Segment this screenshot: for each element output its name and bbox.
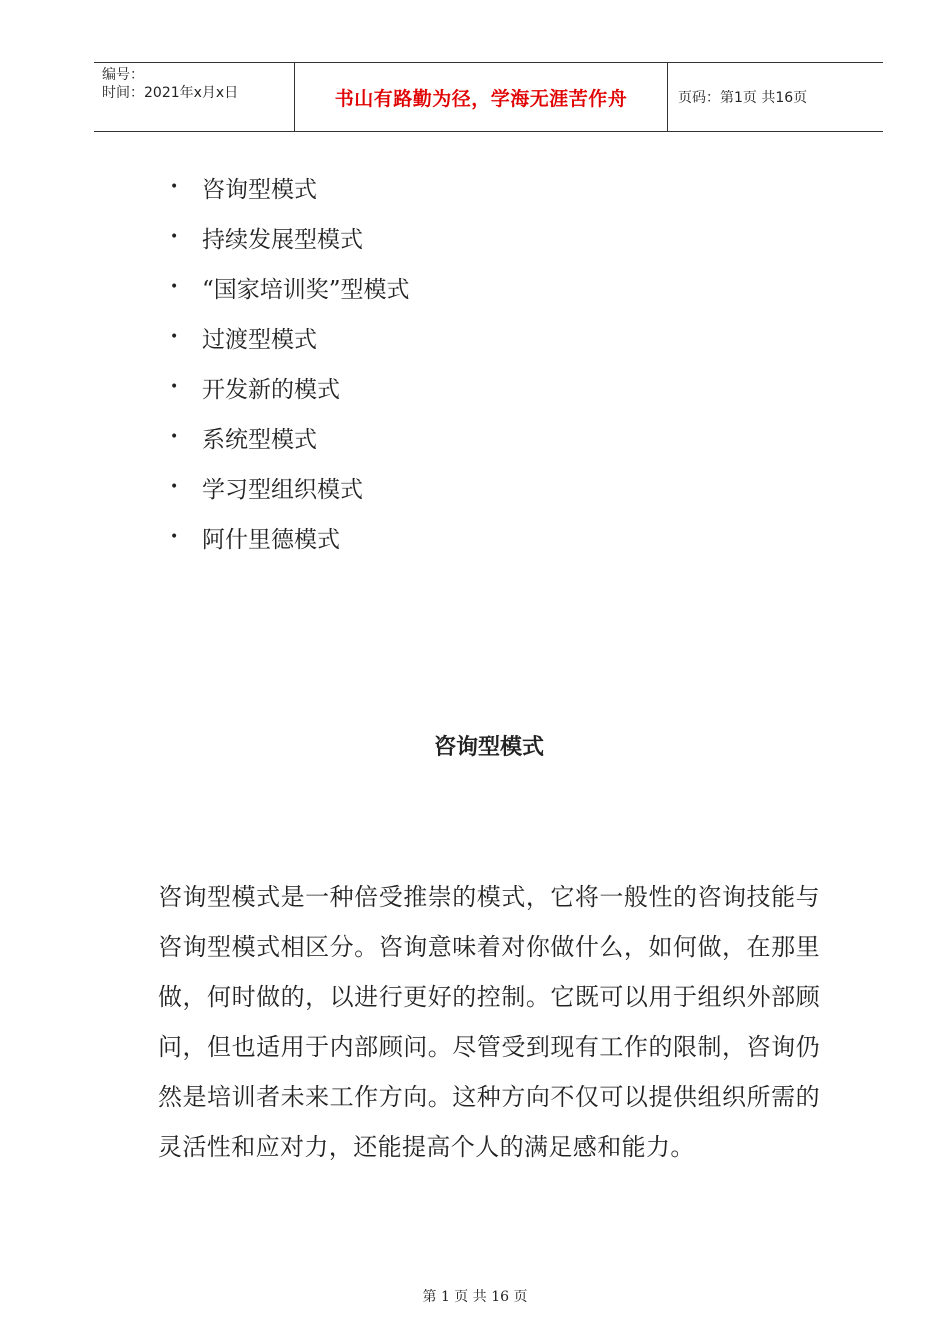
list-item-label: 过渡型模式 [202, 326, 317, 353]
list-item-label: 咨询型模式 [202, 176, 317, 203]
bullet-icon: • [170, 479, 179, 495]
list-item-label: 持续发展型模式 [202, 226, 363, 253]
list-item-label: 系统型模式 [202, 426, 317, 453]
list-item [170, 262, 410, 312]
header-page-label: 页码：第1页 共16页 [678, 90, 808, 106]
list-item-label: 阿什里德模式 [202, 526, 340, 553]
list-item [170, 312, 410, 362]
list-item-label: 学习型组织模式 [202, 476, 363, 503]
list-item [170, 512, 410, 562]
bullet-icon: • [170, 329, 179, 345]
bullet-icon: • [170, 279, 179, 295]
bullet-icon: • [170, 379, 179, 395]
list-item [170, 412, 410, 462]
page-header [94, 62, 883, 132]
bullet-icon: • [170, 179, 179, 195]
list-item-label: “国家培训奖”型模式 [202, 276, 410, 303]
bullet-icon: • [170, 429, 179, 445]
document-time-label: 时间：2021年x月x日 [102, 85, 239, 101]
list-item [170, 212, 410, 262]
page-footer: 第 1 页 共 16 页 [422, 1289, 528, 1305]
header-meta [94, 63, 295, 131]
mode-list [170, 162, 410, 562]
list-item [170, 362, 410, 412]
document-number-label: 编号： [102, 67, 144, 83]
list-item-label: 开发新的模式 [202, 376, 340, 403]
section-heading: 咨询型模式 [433, 735, 544, 760]
bullet-icon: • [170, 229, 179, 245]
list-item [170, 162, 410, 212]
list-item [170, 462, 410, 512]
header-motto: 书山有路勤为径，学海无涯苦作舟 [295, 63, 668, 131]
section-paragraph: 咨询型模式是一种倍受推崇的模式，它将一般性的咨询技能与咨询型模式相区分。咨询意味着对你做什么，如何做，在那里做，何时做的，以进行更好的控制。它既可以用于组织外部顾问，但也适用于内部顾问。尽管受到现有工作的限制，咨询仍然是培训者未来工作方向。这种方向不仅可以提供组织所需的灵活性和应对力，还能提高个人的满足感和能力。 [158, 883, 820, 1161]
bullet-icon: • [170, 529, 179, 545]
